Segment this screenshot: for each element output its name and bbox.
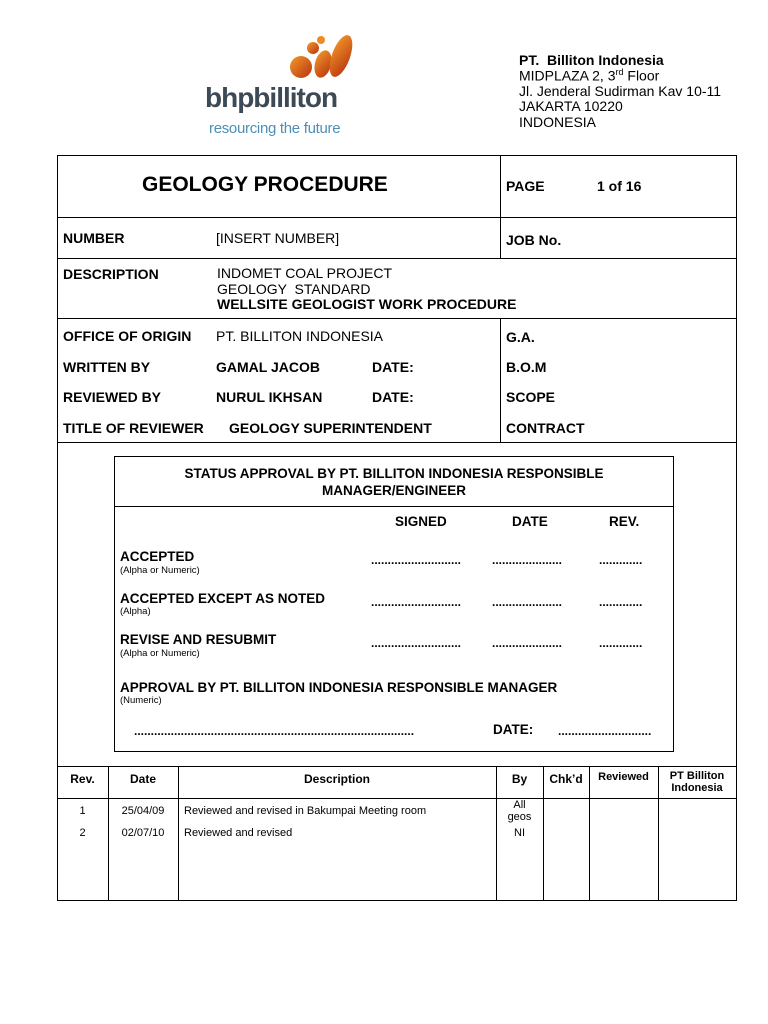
description-line1: INDOMET COAL PROJECT	[217, 265, 393, 281]
bom-label: B.O.M	[506, 359, 547, 375]
revise-resubmit-rev-field[interactable]: .............	[599, 636, 643, 650]
company-address-line4: INDONESIA	[519, 114, 597, 130]
reviewed-date-label: DATE:	[372, 389, 414, 405]
logo-tagline: resourcing the future	[209, 120, 341, 137]
table-row-2-date: 02/07/10	[121, 827, 165, 839]
contract-label: CONTRACT	[506, 420, 585, 436]
approval-col-signed: SIGNED	[395, 514, 447, 529]
company-logo	[205, 30, 370, 142]
number-label: NUMBER	[63, 230, 125, 246]
approval-title: STATUS APPROVAL BY PT. BILLITON INDONESIA RESPONSIBLE MANAGER/ENGINEER	[184, 466, 604, 498]
logo-wordmark: bhpbilliton	[205, 82, 338, 113]
revise-resubmit-label: REVISE AND RESUBMIT	[120, 632, 277, 647]
accepted-note: (Alpha or Numeric)	[120, 565, 200, 576]
written-by-label: WRITTEN BY	[63, 359, 151, 375]
company-address-line3: JAKARTA 10220	[519, 98, 623, 114]
approval-col-rev: REV.	[609, 514, 640, 529]
company-address-line2: Jl. Jenderal Sudirman Kav 10-11	[519, 83, 722, 99]
description-line3: WELLSITE GEOLOGIST WORK PROCEDURE	[217, 296, 517, 312]
revise-resubmit-note: (Alpha or Numeric)	[120, 648, 200, 659]
title-of-reviewer-value: GEOLOGY SUPERINTENDENT	[229, 420, 432, 436]
title-of-reviewer-label: TITLE OF REVIEWER	[63, 420, 204, 436]
reviewed-header: Reviewed	[598, 771, 649, 783]
ga-label: G.A.	[506, 329, 535, 345]
table-row-1-by: All geos	[507, 799, 532, 823]
description-header: Description	[303, 772, 370, 786]
reviewed-by-label: REVIEWED BY	[63, 389, 162, 405]
table-row-2-by: NI	[514, 827, 525, 839]
accepted-except-signed-field[interactable]: ...........................	[371, 595, 462, 609]
page-label: PAGE	[506, 178, 545, 194]
accepted-except-rev-field[interactable]: .............	[599, 595, 643, 609]
table-row-1-rev: 1	[79, 805, 86, 817]
accepted-except-note: (Alpha)	[120, 606, 151, 617]
manager-date-label: DATE:	[493, 722, 534, 737]
manager-approval-note: (Numeric)	[120, 695, 162, 706]
manager-signature-field[interactable]: ....................................................................................	[134, 724, 415, 738]
logo-mark-icon	[285, 30, 365, 82]
table-row-2-description: Reviewed and revised	[184, 827, 293, 839]
accepted-rev-field[interactable]: .............	[599, 553, 643, 567]
accepted-except-date-field[interactable]: .....................	[492, 595, 563, 609]
revise-resubmit-date-field[interactable]: .....................	[492, 636, 563, 650]
description-line2: GEOLOGY STANDARD	[217, 281, 371, 297]
description-label: DESCRIPTION	[63, 266, 159, 282]
written-by-value: GAMAL JACOB	[216, 359, 320, 375]
page-count: 1 of 16	[597, 178, 642, 194]
checked-header: Chk’d	[549, 772, 583, 786]
scope-label: SCOPE	[506, 389, 556, 405]
accepted-label: ACCEPTED	[120, 549, 195, 564]
office-of-origin-value: PT. BILLITON INDONESIA	[216, 328, 384, 344]
company-name: PT. Billiton Indonesia	[519, 52, 664, 68]
manager-approval-label: APPROVAL BY PT. BILLITON INDONESIA RESPONSIBLE MANAGER	[120, 680, 558, 695]
table-row-1-date: 25/04/09	[121, 805, 165, 817]
by-header: By	[511, 772, 528, 786]
job-number-label: JOB No.	[506, 232, 562, 248]
date-header: Date	[129, 772, 156, 786]
company-address-line1: MIDPLAZA 2, 3rd Floor	[519, 67, 660, 84]
office-of-origin-label: OFFICE OF ORIGIN	[63, 328, 192, 344]
accepted-date-field[interactable]: .....................	[492, 553, 563, 567]
approval-col-date: DATE	[512, 514, 548, 529]
rev-header: Rev.	[70, 772, 95, 786]
revise-resubmit-signed-field[interactable]: ...........................	[371, 636, 462, 650]
page-title: GEOLOGY PROCEDURE	[142, 173, 388, 196]
accepted-except-label: ACCEPTED EXCEPT AS NOTED	[120, 591, 326, 606]
number-value: [INSERT NUMBER]	[216, 230, 340, 246]
reviewed-by-value: NURUL IKHSAN	[216, 389, 323, 405]
table-row-1-description: Reviewed and revised in Bakumpai Meeting room	[184, 805, 427, 817]
pt-billiton-header: PT Billiton Indonesia	[669, 770, 725, 794]
manager-date-field[interactable]: ............................	[558, 724, 652, 738]
superscript-rd: rd	[615, 67, 624, 77]
written-date-label: DATE:	[372, 359, 414, 375]
table-row-2-rev: 2	[79, 827, 86, 839]
accepted-signed-field[interactable]: ...........................	[371, 553, 462, 567]
